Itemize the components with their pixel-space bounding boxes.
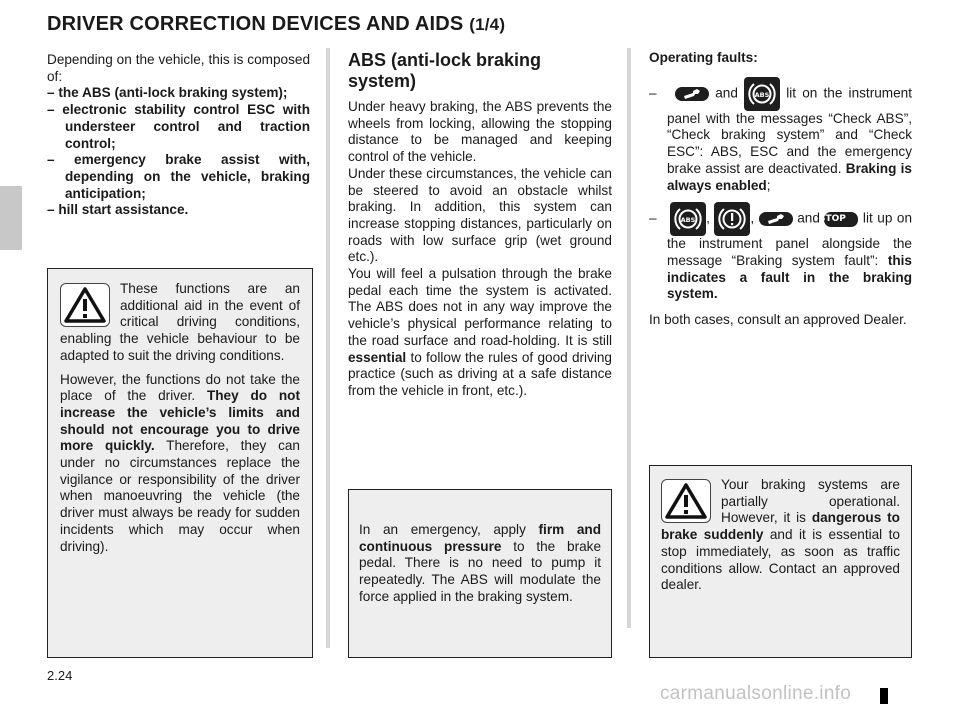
faults-heading: Operating faults:	[649, 50, 758, 65]
watermark: carmanualsonline.info	[660, 683, 852, 704]
page-title: DRIVER CORRECTION DEVICES AND AIDS (1/4)	[47, 13, 506, 35]
abs-heading: ABS (anti-lock braking system)	[348, 50, 542, 91]
warning-triangle-icon	[60, 283, 110, 327]
abs-section	[348, 50, 612, 400]
warning-right-text: Your braking systems are partially operational. However, it is dangerous to brake suddenly and it is essential to stop immediately, as soon as traffic conditions allow. Contact an approved dealer.	[661, 477, 900, 593]
abs-symbol-text: ABS	[754, 90, 770, 99]
fault-item-1: – and ABS lit on the instrument panel with the messages “Check ABS”, “Check braking system” and “Check ESC”: ABS, ESC and the emergency brake assist are deactivated. Braking is always enabled;	[649, 77, 912, 195]
page-number: 2.24	[47, 668, 73, 683]
service-warning-icon	[759, 212, 793, 226]
warning-left-paragraph-2: However, the functions do not take the place of the driver. They do not increase the vehicle’s limits and should not encourage you to drive more quickly. Therefore, they can under no circumstances replace the vigilance or responsibility of the driver when manoeuvring the vehicle (the driver must always be ready for sudden incidents which may occur when driving).	[60, 371, 300, 554]
faults-section	[649, 50, 912, 329]
list-item: – the ABS (anti-lock braking system);	[47, 85, 288, 101]
consult-dealer-text: In both cases, consult an approved Dealer.	[649, 312, 907, 328]
warning-left-paragraph-1: These functions are an additional aid in the event of critical driving conditions, enabling the vehicle behaviour to be adapted to suit the driving conditions.	[60, 281, 300, 363]
intro-column	[47, 52, 310, 219]
abs-warning-icon	[744, 77, 780, 111]
list-item: – electronic stability control ESC with understeer control and traction control;	[47, 102, 310, 151]
abs-paragraph-3: You will feel a pulsation through the brake pedal each time the system is activated. The ABS does not in any way improve the vehicle’s physical performance relating to the road surface and road-holding. It is still essential to follow the rules of good driving practice (such as driving at a safe distance from the vehicle in front, etc.).	[348, 266, 612, 398]
abs-symbol-text: ABS	[680, 216, 696, 225]
stop-warning-icon: STOP	[824, 212, 858, 227]
chapter-tab	[0, 186, 22, 250]
warning-box-left	[47, 268, 313, 658]
abs-warning-icon	[670, 202, 706, 236]
list-item: – emergency brake assist with, depending on the vehicle, braking anticipation;	[47, 152, 310, 201]
service-warning-icon	[675, 87, 709, 101]
feature-list	[47, 85, 310, 219]
emergency-text: In an emergency, apply firm and continuous pressure to the brake pedal. There is no need to pump it repeatedly. The ABS will modulate the force applied in the braking system.	[359, 522, 602, 604]
column-divider-left	[326, 48, 330, 648]
warning-triangle-icon	[661, 479, 711, 523]
page-title-suffix: (1/4)	[469, 15, 506, 34]
list-item: – hill start assistance.	[47, 202, 189, 218]
column-divider-right	[627, 48, 631, 628]
abs-paragraph-2: Under these circumstances, the vehicle can be steered to avoid an obstacle whilst braking. In addition, this system can increase stopping distances, particularly on roads with low surface grip (wet ground etc.).	[348, 165, 612, 265]
fault-item-2: – ABS , , and STOP lit up on the instrument panel alongside the message “Braking system fault”: this indicates a fault in the braking system.	[649, 202, 912, 303]
brake-warning-icon	[714, 202, 750, 236]
warning-box-right	[649, 465, 912, 658]
intro-text: Depending on the vehicle, this is composed of:	[47, 52, 310, 84]
abs-paragraph-1: Under heavy braking, the ABS prevents the wheels from locking, allowing the stopping distance to be managed and keeping control of the vehicle.	[348, 99, 612, 165]
emergency-box	[348, 489, 612, 658]
page-edge-marker	[880, 688, 888, 704]
